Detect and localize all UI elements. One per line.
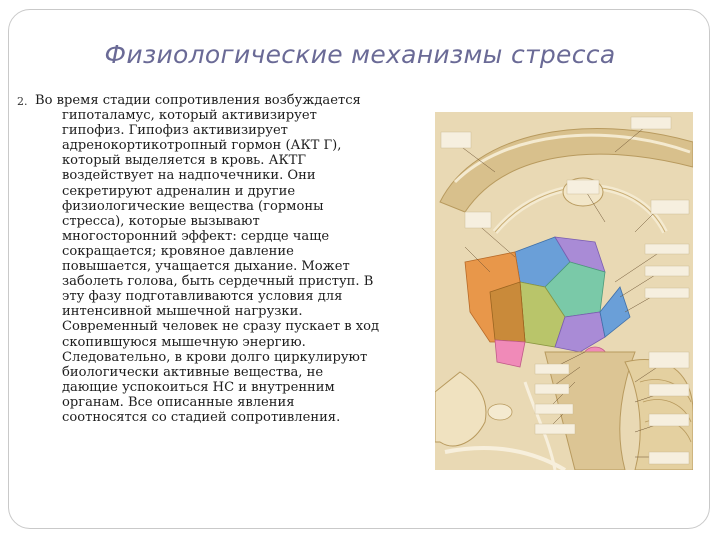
paragraph-line: секретируют адреналин и другие — [62, 183, 296, 199]
paragraph-line: повышается, учащается дыхание. Может — [62, 259, 350, 275]
paragraph-line: Современный человек не сразу пускает в ход — [62, 319, 380, 335]
brain-anatomy-illustration — [435, 112, 693, 470]
paragraph-line: интенсивной мышечной нагрузки. — [62, 304, 303, 320]
paragraph-line: воздействует на надпочечники. Они — [62, 168, 316, 184]
paragraph-line: физиологические вещества (гормоны — [62, 198, 324, 214]
paragraph-line: дающие успокоиться НС и внутренним — [62, 379, 335, 395]
brain-illustration-svg — [435, 112, 693, 470]
slide-title: Физиологические механизмы стресса — [104, 40, 616, 69]
paragraph-line: соотносятся со стадией сопротивления. — [62, 409, 341, 425]
paragraph-line: Следовательно, в крови долго циркулируют — [62, 349, 368, 365]
paragraph-line: многосторонний эффект: сердце чаще — [62, 228, 330, 244]
paragraph-line: адренокортикотропный гормон (АКТ Г), — [62, 138, 342, 154]
paragraph-line: эту фазу подготавливаются условия для — [62, 289, 343, 305]
paragraph-line: скопившуюся мышечную энергию. — [62, 334, 306, 350]
paragraph-line: биологически активные вещества, не — [62, 364, 324, 380]
paragraph-line: гипоталамус, который активизирует — [62, 108, 317, 124]
paragraph-line: органам. Все описанные явления — [62, 394, 295, 410]
paragraph-line: гипофиз. Гипофиз активизирует — [62, 123, 288, 139]
list-number: 2. — [17, 95, 28, 108]
body-paragraph — [35, 93, 433, 425]
paragraph-line: сокращается; кровяное давление — [62, 243, 294, 259]
paragraph-line: заболеть голова, быть сердечный приступ. В — [62, 274, 374, 290]
paragraph-line: Во время стадии сопротивления возбуждается — [35, 93, 361, 108]
paragraph-line: стресса), которые вызывают — [62, 213, 260, 229]
paragraph-line: который выделяется в кровь. АКТГ — [62, 153, 307, 169]
